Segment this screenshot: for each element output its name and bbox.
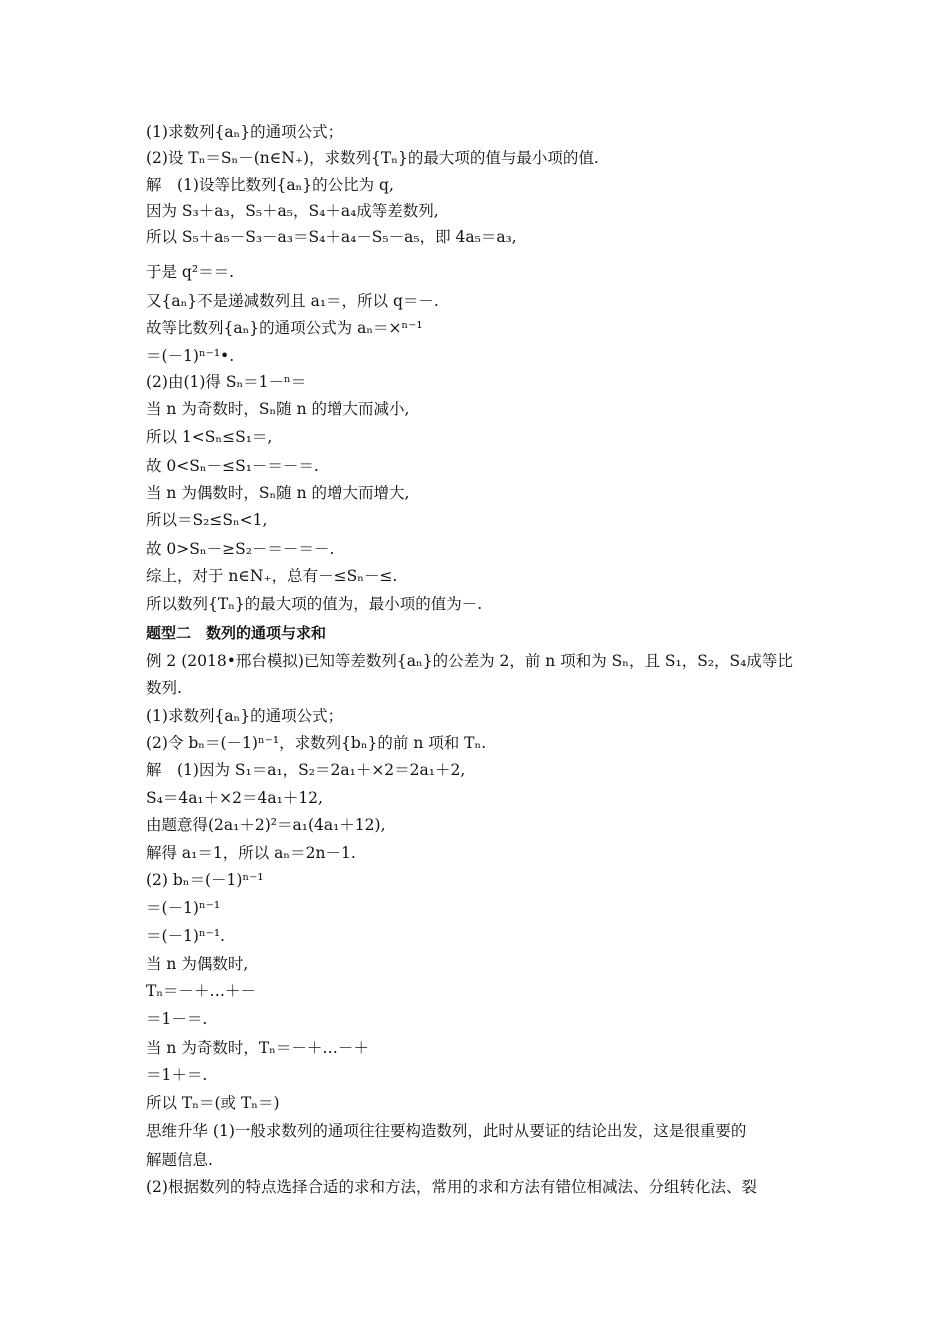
text-line: 解得 a₁＝1，所以 aₙ＝2n－1. [146,844,356,862]
text-line: (2)令 bₙ＝(－1)ⁿ⁻¹，求数列{bₙ}的前 n 项和 Tₙ. [146,734,487,752]
text-line: 所以数列{Tₙ}的最大项的值为，最小项的值为－. [146,595,483,613]
text-line: (2)由(1)得 Sₙ＝1－ⁿ＝ [146,373,307,391]
text-line: ＝(－1)ⁿ⁻¹•. [146,347,235,365]
text-line: 例 2 (2018•邢台模拟)已知等差数列{aₙ}的公差为 2，前 n 项和为 Sₙ，且 S₁，S₂，S₄成等比 [146,652,793,670]
text-line: S₄＝4a₁＋×2＝4a₁＋12, [146,789,323,807]
text-line: ＝(－1)ⁿ⁻¹. [146,927,225,945]
text-line: (2)设 Tₙ＝Sₙ－(n∈N₊)，求数列{Tₙ}的最大项的值与最小项的值. [146,149,599,167]
section-heading: 题型二 数列的通项与求和 [146,624,327,642]
text-line: 综上，对于 n∈N₊，总有－≤Sₙ－≤. [146,567,398,585]
text-line: 故等比数列{aₙ}的通项公式为 aₙ＝×ⁿ⁻¹ [146,319,423,337]
text-line: 故 0>Sₙ－≥S₂－＝－＝－. [146,540,335,558]
text-line: ＝(－1)ⁿ⁻¹ [146,899,221,917]
text-line: 于是 q²＝＝. [146,263,234,281]
text-line: 解 (1)因为 S₁＝a₁，S₂＝2a₁＋×2＝2a₁＋2, [146,761,466,779]
text-line: 所以＝S₂≤Sₙ<1, [146,511,268,529]
text-line: (1)求数列{aₙ}的通项公式； [146,123,344,141]
text-line: (1)求数列{aₙ}的通项公式； [146,707,344,725]
text-line: 当 n 为奇数时，Tₙ＝－＋…－＋ [146,1039,369,1057]
text-line: 所以 1<Sₙ≤S₁＝, [146,428,273,446]
text-line: 思维升华 (1)一般求数列的通项往往要构造数列，此时从要证的结论出发，这是很重要的 [146,1122,747,1140]
text-line: 所以 S₅＋a₅－S₃－a₃＝S₄＋a₄－S₅－a₅，即 4a₅＝a₃, [146,228,517,246]
text-line: 因为 S₃＋a₃，S₅＋a₅，S₄＋a₄成等差数列, [146,202,439,220]
text-line: Tₙ＝－＋…＋－ [146,982,257,1000]
text-line: 当 n 为偶数时, [146,955,249,973]
text-line: ＝1－＝. [146,1010,208,1028]
text-line: (2) bₙ＝(－1)ⁿ⁻¹ [146,871,264,889]
text-line: 由题意得(2a₁＋2)²＝a₁(4a₁＋12), [146,816,386,834]
text-line: 又{aₙ}不是递减数列且 a₁＝，所以 q＝－. [146,292,439,310]
text-line: (2)根据数列的特点选择合适的求和方法，常用的求和方法有错位相减法、分组转化法、裂 [146,1178,757,1196]
text-line: 当 n 为偶数时，Sₙ随 n 的增大而增大, [146,484,410,502]
text-line: 故 0<Sₙ－≤S₁－＝－＝. [146,457,319,475]
text-line: 数列. [146,679,182,697]
text-line: 解 (1)设等比数列{aₙ}的公比为 q, [146,176,394,194]
text-line: 解题信息. [146,1151,213,1169]
text-line: ＝1＋＝. [146,1066,208,1084]
text-line: 当 n 为奇数时，Sₙ随 n 的增大而减小, [146,400,410,418]
text-line: 所以 Tₙ＝(或 Tₙ＝) [146,1094,280,1112]
